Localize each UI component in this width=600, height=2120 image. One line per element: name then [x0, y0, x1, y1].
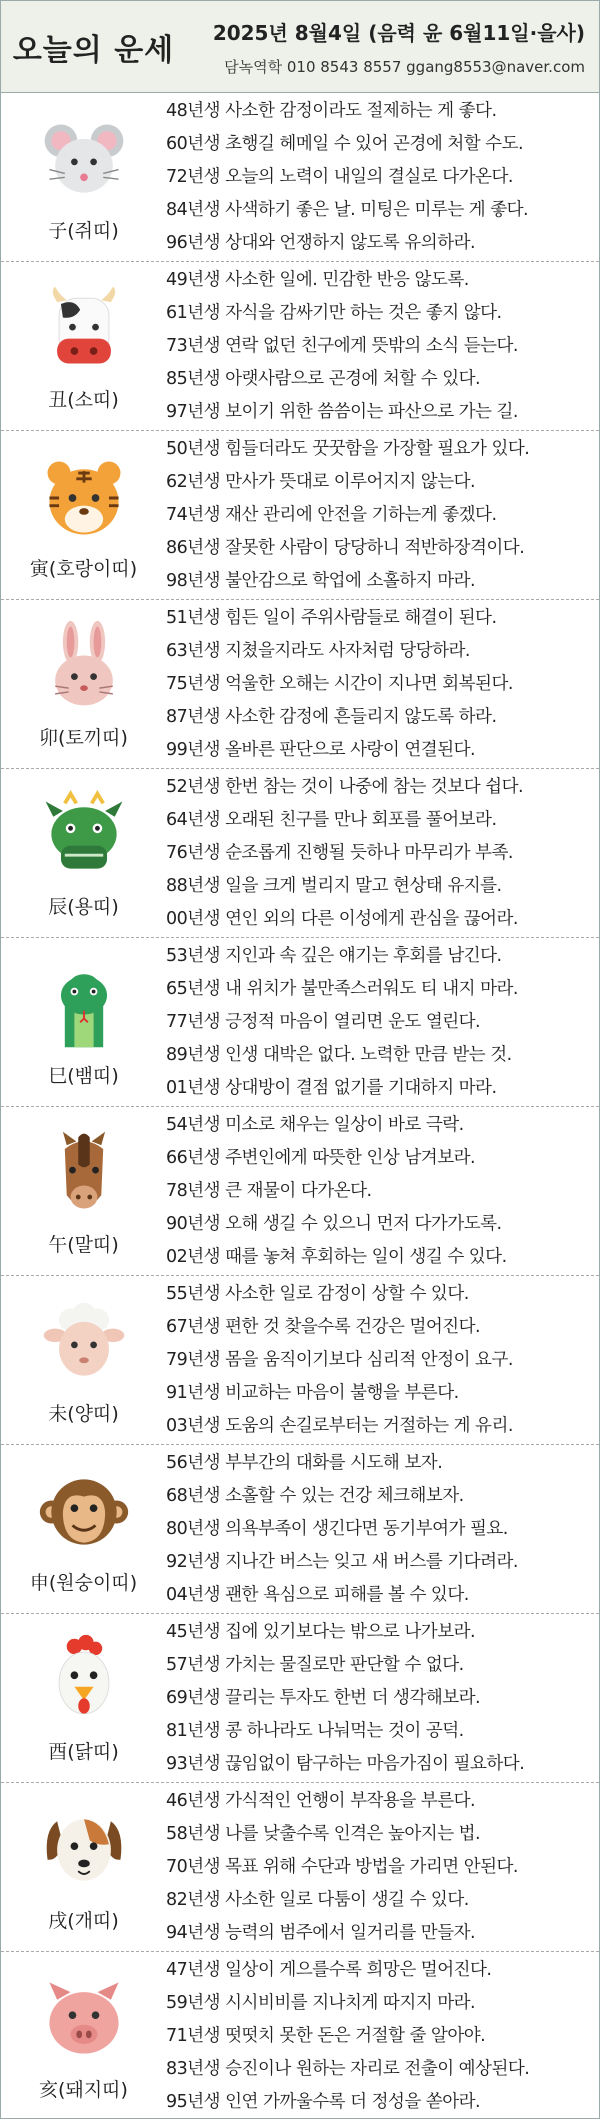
zodiac-label: 子(쥐띠) [48, 219, 119, 242]
fortune-line: 50년생 힘들더라도 꿋꿋함을 가장할 필요가 있다. [166, 438, 530, 459]
fortune-line: 78년생 큰 재물이 다가온다. [166, 1180, 372, 1201]
fortune-line: 62년생 만사가 뜻대로 이루어지지 않는다. [166, 471, 476, 492]
fortune-line: 96년생 상대와 언쟁하지 않도록 유의하라. [166, 232, 476, 253]
fortune-line: 82년생 사소한 일로 다툼이 생길 수 있다. [166, 1889, 469, 1910]
fortune-line: 55년생 사소한 일로 감정이 상할 수 있다. [166, 1283, 469, 1304]
fortune-lines [166, 262, 599, 430]
ox-icon [36, 281, 132, 377]
fortune-line: 83년생 승진이나 원하는 자리로 전출이 예상된다. [166, 2058, 530, 2079]
fortune-line: 99년생 올바른 판단으로 사랑이 연결된다. [166, 739, 476, 760]
fortune-line: 60년생 초행길 헤메일 수 있어 곤경에 처할 수도. [166, 133, 524, 154]
fortune-line: 85년생 아랫사람으로 곤경에 처할 수 있다. [166, 368, 481, 389]
fortune-line: 72년생 오늘의 노력이 내일의 결실로 다가온다. [166, 166, 513, 187]
fortune-lines [166, 1952, 599, 2120]
zodiac-list [1, 93, 599, 2118]
zodiac-animal [1, 1783, 166, 1951]
pig-icon [36, 1971, 132, 2067]
fortune-line: 77년생 긍정적 마음이 열리면 운도 열린다. [166, 1011, 481, 1032]
fortune-line: 46년생 가식적인 언행이 부작용을 부른다. [166, 1790, 476, 1811]
fortune-line: 52년생 한번 참는 것이 나중에 참는 것보다 쉽다. [166, 776, 524, 797]
zodiac-row-rooster [1, 1614, 599, 1783]
horse-icon [36, 1126, 132, 1222]
zodiac-row-dragon [1, 769, 599, 938]
zodiac-label: 巳(뱀띠) [48, 1064, 119, 1087]
zodiac-label: 卯(토끼띠) [39, 726, 128, 749]
fortune-line: 45년생 집에 있기보다는 밖으로 나가보라. [166, 1621, 476, 1642]
fortune-line: 61년생 자식을 감싸기만 하는 것은 좋지 않다. [166, 302, 502, 323]
fortune-line: 76년생 순조롭게 진행될 듯하나 마무리가 부족. [166, 842, 513, 863]
fortune-lines [166, 431, 599, 599]
fortune-line: 49년생 사소한 일에. 민감한 반응 않도록. [166, 269, 469, 290]
fortune-line: 47년생 일상이 게으를수록 희망은 멀어진다. [166, 1959, 492, 1980]
fortune-line: 80년생 의욕부족이 생긴다면 동기부여가 필요. [166, 1518, 508, 1539]
tiger-icon [36, 450, 132, 546]
zodiac-animal [1, 93, 166, 261]
fortune-line: 67년생 편한 것 찾을수록 건강은 멀어진다. [166, 1316, 481, 1337]
fortune-line: 74년생 재산 관리에 안전을 기하는게 좋겠다. [166, 504, 497, 525]
page-title: 오늘의 운세 [12, 32, 175, 68]
zodiac-animal [1, 1614, 166, 1782]
fortune-lines [166, 769, 599, 937]
fortune-lines [166, 1614, 599, 1782]
fortune-line: 64년생 오래된 친구를 만나 회포를 풀어보라. [166, 809, 497, 830]
fortune-lines [166, 1445, 599, 1613]
zodiac-label: 酉(닭띠) [48, 1740, 119, 1763]
fortune-line: 03년생 도움의 손길로부터는 거절하는 게 유리. [166, 1415, 513, 1436]
fortune-line: 73년생 연락 없던 친구에게 뜻밖의 소식 듣는다. [166, 335, 518, 356]
fortune-line: 00년생 연인 외의 다른 이성에게 관심을 끊어라. [166, 908, 518, 929]
rat-icon [36, 112, 132, 208]
zodiac-row-sheep [1, 1276, 599, 1445]
fortune-line: 90년생 오해 생길 수 있으니 먼저 다가가도록. [166, 1213, 502, 1234]
fortune-line: 56년생 부부간의 대화를 시도해 보자. [166, 1452, 443, 1473]
fortune-line: 98년생 불안감으로 학업에 소홀하지 마라. [166, 570, 476, 591]
fortune-line: 01년생 상대방이 결점 없기를 기대하지 마라. [166, 1077, 497, 1098]
header-info [186, 1, 599, 92]
zodiac-row-horse [1, 1107, 599, 1276]
fortune-line: 70년생 목표 위해 수단과 방법을 가리면 안된다. [166, 1856, 518, 1877]
sheep-icon [36, 1295, 132, 1391]
fortune-lines [166, 93, 599, 261]
fortune-line: 66년생 주변인에게 따뜻한 인상 남겨보라. [166, 1147, 476, 1168]
fortune-lines [166, 600, 599, 768]
zodiac-label: 寅(호랑이띠) [29, 557, 138, 580]
dog-icon [36, 1802, 132, 1898]
zodiac-animal [1, 431, 166, 599]
fortune-line: 71년생 떳떳치 못한 돈은 거절할 줄 알아야. [166, 2025, 486, 2046]
zodiac-label: 戌(개띠) [48, 1909, 119, 1932]
fortune-line: 84년생 사색하기 좋은 날. 미팅은 미루는 게 좋다. [166, 199, 529, 220]
fortune-line: 65년생 내 위치가 불만족스러워도 티 내지 마라. [166, 978, 518, 999]
fortune-line: 04년생 괜한 욕심으로 피해를 볼 수 있다. [166, 1584, 469, 1605]
fortune-lines [166, 1783, 599, 1951]
zodiac-animal [1, 262, 166, 430]
fortune-line: 68년생 소홀할 수 있는 건강 체크해보자. [166, 1485, 464, 1506]
zodiac-row-dog [1, 1783, 599, 1952]
zodiac-row-pig [1, 1952, 599, 2120]
zodiac-animal [1, 1107, 166, 1275]
header [1, 1, 599, 93]
fortune-line: 95년생 인연 가까울수록 더 정성을 쏟아라. [166, 2091, 481, 2112]
zodiac-label: 亥(돼지띠) [39, 2078, 128, 2101]
fortune-line: 63년생 지쳤을지라도 사자처럼 당당하라. [166, 640, 470, 661]
fortune-line: 91년생 비교하는 마음이 불행을 부른다. [166, 1382, 459, 1403]
fortune-line: 75년생 억울한 오해는 시간이 지나면 회복된다. [166, 673, 513, 694]
fortune-line: 54년생 미소로 채우는 일상이 바로 극락. [166, 1114, 464, 1135]
zodiac-row-rat [1, 93, 599, 262]
zodiac-row-monkey [1, 1445, 599, 1614]
fortune-line: 94년생 능력의 범주에서 일거리를 만들자. [166, 1922, 476, 1943]
zodiac-animal [1, 769, 166, 937]
fortune-line: 87년생 사소한 감정에 흔들리지 않도록 하라. [166, 706, 497, 727]
fortune-lines [166, 938, 599, 1106]
fortune-line: 58년생 나를 낮출수록 인격은 높아지는 법. [166, 1823, 481, 1844]
zodiac-row-ox [1, 262, 599, 431]
fortune-line: 59년생 시시비비를 지나치게 따지지 마라. [166, 1992, 476, 2013]
fortune-line: 81년생 콩 하나라도 나눠먹는 것이 공덕. [166, 1720, 464, 1741]
fortune-line: 51년생 힘든 일이 주위사람들로 해결이 된다. [166, 607, 497, 628]
fortune-lines [166, 1107, 599, 1275]
contact-line: 담녹역학 010 8543 8557 ggang8553@naver.com [224, 57, 585, 76]
fortune-line: 57년생 가치는 물질로만 판단할 수 없다. [166, 1654, 464, 1675]
snake-icon [36, 957, 132, 1053]
rabbit-icon [36, 619, 132, 715]
fortune-line: 79년생 몸을 움직이기보다 심리적 안정이 요구. [166, 1349, 513, 1370]
monkey-icon [36, 1464, 132, 1560]
zodiac-label: 午(말띠) [48, 1233, 119, 1256]
fortune-line: 86년생 잘못한 사람이 당당하니 적반하장격이다. [166, 537, 525, 558]
dragon-icon [36, 788, 132, 884]
fortune-lines [166, 1276, 599, 1444]
fortune-line: 53년생 지인과 속 깊은 얘기는 후회를 남긴다. [166, 945, 502, 966]
zodiac-label: 未(양띠) [48, 1402, 119, 1425]
zodiac-row-snake [1, 938, 599, 1107]
fortune-line: 97년생 보이기 위한 씀씀이는 파산으로 가는 길. [166, 401, 518, 422]
date-line: 2025년 8월4일 (음력 윤 6월11일·을사) [212, 20, 585, 45]
zodiac-animal [1, 1276, 166, 1444]
zodiac-label: 辰(용띠) [48, 895, 119, 918]
zodiac-row-tiger [1, 431, 599, 600]
fortune-line: 93년생 끊임없이 탐구하는 마음가짐이 필요하다. [166, 1753, 525, 1774]
zodiac-row-rabbit [1, 600, 599, 769]
zodiac-label: 丑(소띠) [48, 388, 119, 411]
zodiac-animal [1, 600, 166, 768]
zodiac-label: 申(원숭이띠) [29, 1571, 138, 1594]
fortune-line: 69년생 끌리는 투자도 한번 더 생각해보라. [166, 1687, 481, 1708]
fortune-line: 02년생 때를 놓쳐 후회하는 일이 생길 수 있다. [166, 1246, 507, 1267]
zodiac-animal [1, 1952, 166, 2120]
zodiac-animal [1, 938, 166, 1106]
rooster-icon [36, 1633, 132, 1729]
fortune-line: 88년생 일을 크게 벌리지 말고 현상태 유지를. [166, 875, 502, 896]
fortune-line: 48년생 사소한 감정이라도 절제하는 게 좋다. [166, 100, 497, 121]
fortune-line: 89년생 인생 대박은 없다. 노력한 만큼 받는 것. [166, 1044, 512, 1065]
fortune-line: 92년생 지나간 버스는 잊고 새 버스를 기다려라. [166, 1551, 518, 1572]
zodiac-animal [1, 1445, 166, 1613]
